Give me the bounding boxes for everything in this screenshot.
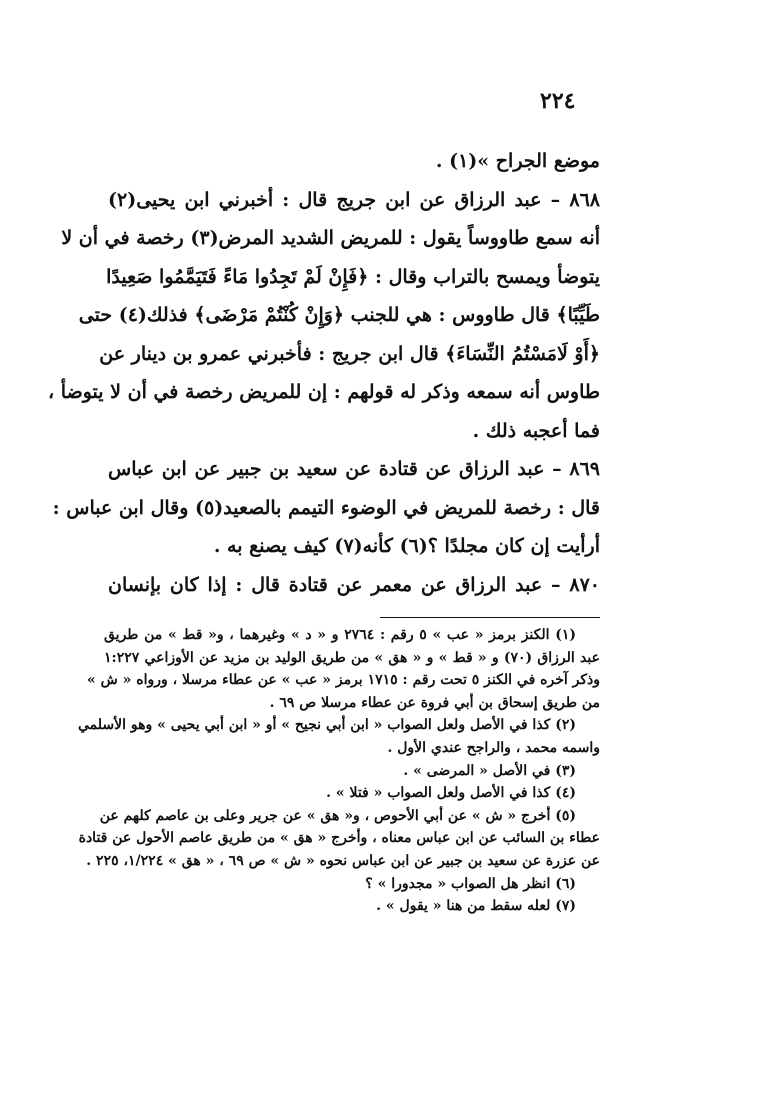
footnote-divider	[380, 617, 600, 618]
footnote-line: واسمه محمد ، والراجح عندي الأول .	[387, 739, 600, 756]
text-line: موضع الجراح »(١) .	[435, 150, 600, 172]
footnote-line: عطاء بن السائب عن ابن عباس معناه ، وأخرج « هق » من طريق عاصم الأحول عن قتادة	[78, 830, 600, 847]
text-line: فما أعجبه ذلك .	[472, 419, 600, 442]
hadith-869-line: ٨٦٩ – عبد الرزاق عن قتادة عن سعيد بن جبير عن ابن عباس	[108, 458, 600, 480]
text-line: أرأيت إن كان مجلدًا ؟(٦) كأنه(٧) كيف يصنع به .	[213, 535, 600, 557]
footnote-6-line: (٦) انظر هل الصواب « مجدورا » ؟	[365, 875, 576, 892]
page-number: ٢٢٤	[540, 88, 576, 114]
text-line: أنه سمع طاووساً يقول : للمريض الشديد المرض(٣) رخصة في أن لا	[61, 227, 600, 249]
text-line: يتوضأ ويمسح بالتراب وقال : ﴿فَإِنْ لَمْ تَجِدُوا مَاءً فَتَيَمَّمُوا صَعِيدًا	[106, 265, 600, 288]
footnote-1-line: (١) الكنز برمز « عب » ٥ رقم : ٢٧٦٤ و « د » وغيرهما ، و« قط » من طريق	[104, 627, 576, 643]
main-text	[48, 142, 600, 604]
text-line: ﴿أَوْ لَامَسْتُمُ النِّسَاءَ﴾ قال ابن جريج : فأخبرني عمرو بن دينار عن	[99, 342, 600, 365]
footnote-3-line: (٣) في الأصل « المرضى » .	[403, 762, 576, 779]
footnote-line: عبد الرزاق (٧٠) و « قط » و « هق » من طريق الوليد بن مزيد عن الأوزاعي ١:٢٢٧	[104, 649, 600, 666]
text-line: قال : رخصة للمريض في الوضوء التيمم بالصعيد(٥) وقال ابن عباس :	[52, 496, 600, 519]
footnote-4-line: (٤) كذا في الأصل ولعل الصواب « فتلا » .	[326, 785, 576, 802]
footnote-line: وذكر آخره في الكنز ٥ تحت رقم : ١٧١٥ برمز « عب » عن عطاء مرسلا ، ورواه « ش »	[87, 672, 600, 689]
footnotes	[78, 624, 600, 918]
footnote-line: من طريق إسحاق بن أبي فروة عن عطاء مرسلا ص ٦٩ .	[269, 694, 600, 711]
text-line: طاوس أنه سمعه وذكر له قولهم : إن للمريض رخصة في أن لا يتوضأ ،	[48, 381, 600, 403]
footnote-7-line: (٧) لعله سقط من هنا « يقول » .	[376, 898, 576, 915]
text-line: طَيِّبًا﴾ قال طاووس : هي للجنب ﴿وَإِنْ كُنْتُمْ مَرْضَى﴾ فذلك(٤) حتى	[78, 304, 600, 326]
footnote-line: عن عزرة عن سعيد بن جبير عن ابن عباس نحوه « ش » ص ٦٩ ، « هق » ١/٢٢٤، ٢٢٥ .	[86, 852, 600, 869]
hadith-868-line: ٨٦٨ – عبد الرزاق عن ابن جريج قال : أخبرني ابن يحيى(٢)	[108, 188, 600, 211]
hadith-870-line: ٨٧٠ – عبد الرزاق عن معمر عن قتادة قال : إذا كان بإنسان	[108, 573, 600, 596]
footnote-5-line: (٥) أخرج « ش » عن أبي الأحوص ، و« هق » عن جرير وعلى بن عاصم كلهم عن	[99, 807, 576, 824]
footnote-2-line: (٢) كذا في الأصل ولعل الصواب « ابن أبي نجيح » أو « ابن أبي يحيى » وهو الأسلمي	[78, 717, 576, 734]
